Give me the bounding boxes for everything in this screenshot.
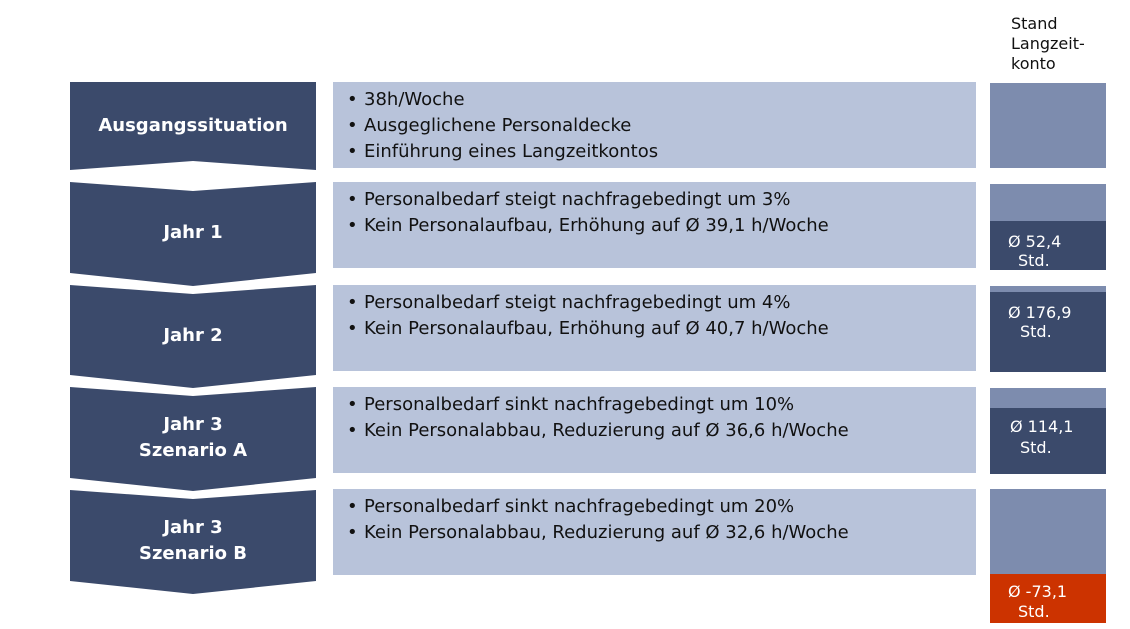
account-value: Ø -73,1: [1008, 582, 1068, 601]
stage-title: Jahr 1: [163, 222, 223, 243]
bullet-item: • Personalbedarf steigt nachfragebedingt um 4%: [345, 290, 976, 316]
account-negative-box: [990, 574, 1106, 623]
account-column-header: Stand Langzeit- konto: [1011, 14, 1085, 73]
bullet-item: • 38h/Woche: [345, 87, 976, 113]
stage-description-4: [333, 489, 976, 575]
bullet-item: • Kein Personalabbau, Reduzierung auf Ø 36,6 h/Woche: [345, 418, 976, 444]
stage-description-2: [333, 285, 976, 371]
bullet-item: • Kein Personalaufbau, Erhöhung auf Ø 40,7 h/Woche: [345, 316, 976, 342]
stage-title: Jahr 3: [163, 517, 223, 538]
account-unit: Std.: [1018, 602, 1050, 621]
bullet-item: • Ausgeglichene Personaldecke: [345, 113, 976, 139]
stage-description-0: [333, 82, 976, 168]
bullet-item: • Einführung eines Langzeitkontos: [345, 139, 976, 165]
stage-description-3: [333, 387, 976, 473]
stage-title: Jahr 2: [163, 325, 223, 346]
stage-label-4: [70, 498, 316, 584]
account-unit: Std.: [1020, 438, 1052, 457]
account-value: Ø 114,1: [1010, 417, 1074, 436]
stage-label-3: [70, 395, 316, 481]
bullet-item: • Personalbedarf sinkt nachfragebedingt um 10%: [345, 392, 976, 418]
bullet-item: • Kein Personalabbau, Reduzierung auf Ø 32,6 h/Woche: [345, 520, 976, 546]
stage-description-1: [333, 182, 976, 268]
stage-subtitle: Szenario A: [138, 440, 248, 461]
account-value: Ø 52,4: [1008, 232, 1062, 251]
stage-label-2: [70, 293, 316, 379]
account-unit: Std.: [1020, 322, 1052, 341]
account-box-2: [990, 286, 1106, 372]
stage-title: Ausgangssituation: [98, 115, 288, 136]
account-box-4: [990, 489, 1106, 574]
stage-subtitle: Szenario B: [138, 543, 247, 564]
stage-title: Jahr 3: [163, 414, 223, 435]
account-box-0: [990, 83, 1106, 168]
account-box-1: [990, 184, 1106, 270]
stage-label-0: [70, 82, 316, 170]
bullet-item: • Kein Personalaufbau, Erhöhung auf Ø 39,1 h/Woche: [345, 213, 976, 239]
bullet-item: • Personalbedarf steigt nachfragebedingt um 3%: [345, 187, 976, 213]
bullet-item: • Personalbedarf sinkt nachfragebedingt um 20%: [345, 494, 976, 520]
stage-label-1: [70, 190, 316, 276]
account-unit: Std.: [1018, 251, 1050, 270]
account-value: Ø 176,9: [1008, 303, 1072, 322]
account-box-3: [990, 388, 1106, 474]
